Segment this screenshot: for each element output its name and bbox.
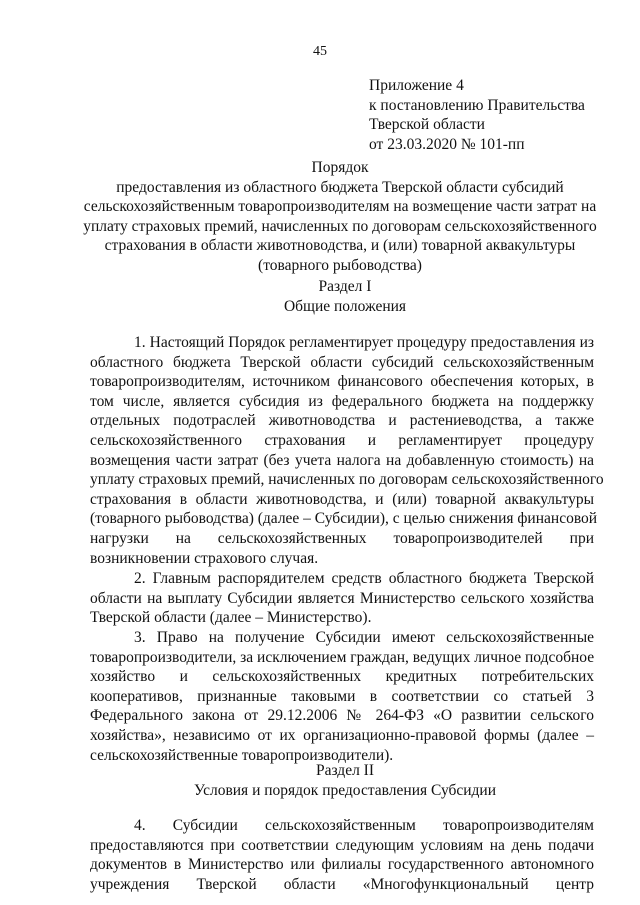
text-line: сельскохозяйственного страхования и регламентирует процедуру <box>90 431 594 449</box>
text-line: товаропроизводителям, источником финансового обеспечения которых, в <box>90 373 594 391</box>
title-line: предоставления из областного бюджета Тверской области субсидий <box>116 178 564 196</box>
section-label: Раздел II <box>315 762 375 779</box>
paragraph-4 <box>90 816 594 894</box>
page-number: 45 <box>313 44 327 59</box>
text-line: нагрузки на сельскохозяйственных товаропроизводителей при <box>90 529 594 547</box>
appendix-line: Приложение 4 <box>369 77 464 94</box>
text-line: области на выплату Субсидии является Министерство сельского хозяйства <box>90 589 594 607</box>
text-line: хозяйство и сельскохозяйственных кредитных потребительских <box>90 668 594 686</box>
text-line: хозяйства», независимо от их организационно-правовой формы (далее – <box>90 726 594 744</box>
appendix-line: к постановлению Правительства <box>369 96 585 114</box>
title-line: (товарного рыбоводства) <box>258 256 422 274</box>
text-line: областного бюджета Тверской области субсидий сельскохозяйственным <box>90 353 594 371</box>
text-line: 4. Субсидии сельскохозяйственным товаропроизводителям <box>134 817 594 834</box>
appendix-block <box>369 76 585 154</box>
text-line: предоставляются при соответствии следующим условиям на день подачи <box>90 836 594 854</box>
paragraph-1 <box>90 333 604 568</box>
appendix-line: Тверской области <box>369 116 485 133</box>
paragraph-2 <box>90 569 594 628</box>
title-line: страхования в области животноводства, и (или) товарной аквакультуры <box>104 237 576 254</box>
appendix-line: от 23.03.2020 № 101-пп <box>369 135 525 153</box>
text-line: том числе, является субсидия из федерального бюджета на поддержку <box>90 392 594 410</box>
text-line: уплату страховых премий, начисленных по договорам сельскохозяйственного <box>90 471 604 489</box>
text-line: 2. Главным распорядителем средств областного бюджета Тверской <box>134 570 594 587</box>
section-name: Общие положения <box>283 298 407 315</box>
text-line: товаропроизводители, за исключением граждан, ведущих личное подсобное <box>90 648 595 666</box>
text-line: (товарного рыбоводства) (далее – Субсидии), с целью снижения финансовой <box>90 510 598 528</box>
text-line: кооперативов, признанные таковыми в соответствии со статьей 3 <box>90 687 594 705</box>
section-name: Условия и порядок предоставления Субсидии <box>193 782 497 799</box>
title-line: уплату страховых премий, начисленных по договорам сельскохозяйственного <box>83 217 597 235</box>
section-2-heading <box>90 761 600 801</box>
text-line: 1. Настоящий Порядок регламентирует процедуру предоставления из <box>134 334 594 351</box>
section-1-heading <box>90 277 600 317</box>
title-line: сельскохозяйственным товаропроизводителям на возмещение части затрат на <box>83 198 597 215</box>
document-title <box>80 158 600 275</box>
text-line: учреждения Тверской области «Многофункциональный центр <box>90 875 594 893</box>
text-line: Федерального закона от 29.12.2006 № 264-ФЗ «О развитии сельского <box>90 707 594 725</box>
paragraph-3 <box>90 628 594 765</box>
title-heading: Порядок <box>311 159 369 176</box>
section-label: Раздел I <box>318 278 372 295</box>
text-line: страхования в области животноводства, и (или) товарной аквакультуры <box>90 490 594 508</box>
text-line: отдельных подотраслей животноводства и растениеводства, а также <box>90 412 594 430</box>
text-line: 3. Право на получение Субсидии имеют сельскохозяйственные <box>134 629 594 646</box>
text-line: возмещения части затрат (без учета налога на добавленную стоимость) на <box>90 451 594 469</box>
text-line: сельскохозяйственные товаропроизводители). <box>90 746 394 764</box>
text-line: документов в Министерство или филиалы государственного автономного <box>90 856 594 874</box>
text-line: Тверской области (далее – Министерство). <box>90 609 372 627</box>
text-line: возникновении страхового случая. <box>90 549 319 567</box>
